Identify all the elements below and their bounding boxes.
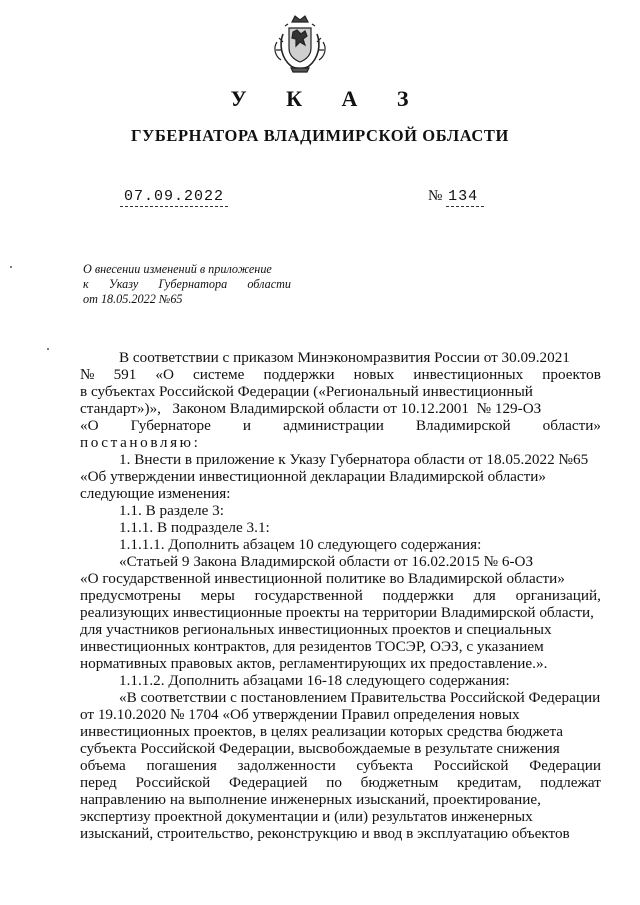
body-word: «О bbox=[80, 417, 99, 434]
body-line: нормативных правовых актов, регламентирующих их предоставление.». bbox=[80, 655, 548, 672]
body-line bbox=[80, 757, 601, 774]
document-number bbox=[428, 188, 484, 205]
body-word: области» bbox=[542, 417, 601, 434]
body-line bbox=[80, 417, 601, 434]
body-word: проектов bbox=[542, 366, 601, 383]
body-word: организаций, bbox=[515, 587, 601, 604]
document-type-title: У К А З bbox=[230, 86, 426, 111]
body-word: подлежат bbox=[540, 774, 601, 791]
body-word: «О bbox=[155, 366, 174, 383]
subject-line: О внесении изменений в приложение bbox=[83, 262, 272, 276]
subject-word: к bbox=[83, 277, 89, 291]
body-word: для bbox=[473, 587, 496, 604]
coat-of-arms-emblem bbox=[269, 12, 331, 74]
body-word: Российской bbox=[433, 757, 509, 774]
body-word: субъекта bbox=[356, 757, 414, 774]
stray-mark bbox=[10, 266, 12, 268]
number-value: 134 bbox=[446, 188, 484, 207]
body-line: субъекта Российской Федерации, высвобождаемые в результате снижения bbox=[80, 740, 560, 757]
body-line: следующие изменения: bbox=[80, 485, 231, 502]
body-word: объема bbox=[80, 757, 126, 774]
body-line: 1. Внести в приложение к Указу Губернатора области от 18.05.2022 №65 bbox=[119, 451, 589, 468]
subject-block bbox=[83, 262, 291, 307]
body-word: задолженности bbox=[237, 757, 336, 774]
body-line-decree: постановляю: bbox=[80, 434, 201, 451]
issuing-authority: ГУБЕРНАТОРА ВЛАДИМИРСКОЙ ОБЛАСТИ bbox=[131, 126, 509, 145]
body-word: Федерацией bbox=[229, 774, 308, 791]
body-line: изысканий, строительство, реконструкцию и ввод в эксплуатацию объектов bbox=[80, 825, 570, 842]
body-line: 1.1.1.2. Дополнить абзацами 16-18 следующего содержания: bbox=[119, 672, 510, 689]
body-word: перед bbox=[80, 774, 117, 791]
body-line bbox=[80, 774, 601, 791]
subject-line bbox=[83, 277, 291, 292]
body-word: системе bbox=[193, 366, 245, 383]
body-line: от 19.10.2020 № 1704 «Об утверждении Правил определения новых bbox=[80, 706, 520, 723]
body-line: стандарт»)», Законом Владимирской области от 10.12.2001 № 129-ОЗ bbox=[80, 400, 542, 417]
body-word: поддержки bbox=[382, 587, 454, 604]
body-line: инвестиционных контрактов, для резидентов ТОСЭР, ОЭЗ, с указанием bbox=[80, 638, 544, 655]
body-line: «В соответствии с постановлением Правительства Российской Федерации bbox=[119, 689, 601, 706]
body-line: экспертизу проектной документации и (или) результатов инженерных bbox=[80, 808, 533, 825]
body-line: направлению на выполнение инженерных изысканий, проектирование, bbox=[80, 791, 541, 808]
body-word: бюджетным bbox=[360, 774, 439, 791]
body-line: «Об утверждении инвестиционной декларации Владимирской области» bbox=[80, 468, 547, 485]
body-line: «Статьей 9 Закона Владимирской области от 16.02.2015 № 6-ОЗ bbox=[119, 553, 534, 570]
body-line bbox=[80, 366, 601, 383]
body-word: и bbox=[242, 417, 252, 434]
body-line: 1.1.1.1. Дополнить абзацем 10 следующего содержания: bbox=[119, 536, 482, 553]
body-word: меры bbox=[200, 587, 235, 604]
subject-word: области bbox=[247, 277, 291, 291]
document-date: 07.09.2022 bbox=[120, 188, 228, 207]
subject-word: Губернатора bbox=[158, 277, 228, 291]
body-word: предусмотрены bbox=[80, 587, 181, 604]
body-line: реализующих инвестиционные проекты на территории Владимирской области, bbox=[80, 604, 594, 621]
body-word: Российской bbox=[135, 774, 211, 791]
body-word: Федерации bbox=[529, 757, 601, 774]
subject-line: от 18.05.2022 №65 bbox=[83, 292, 183, 306]
body-word: погашения bbox=[146, 757, 217, 774]
body-word: № bbox=[80, 366, 95, 383]
body-word: государственной bbox=[254, 587, 363, 604]
subject-word: Указу bbox=[108, 277, 139, 291]
body-word: Губернаторе bbox=[130, 417, 211, 434]
body-word: по bbox=[326, 774, 342, 791]
body-word: 591 bbox=[113, 366, 137, 383]
body-line: в субъектах Российской Федерации («Региональный инвестиционный bbox=[80, 383, 533, 400]
body-line: инвестиционных проектов, в целях реализации которых средства бюджета bbox=[80, 723, 564, 740]
body-line bbox=[80, 587, 601, 604]
body-word: кредитам, bbox=[457, 774, 522, 791]
body-line: 1.1. В разделе 3: bbox=[119, 502, 224, 519]
document-body bbox=[80, 349, 601, 842]
body-line: «О государственной инвестиционной политике во Владимирской области» bbox=[80, 570, 565, 587]
body-word: администрации bbox=[283, 417, 384, 434]
body-line: В соответствии с приказом Минэкономразвития России от 30.09.2021 bbox=[119, 349, 570, 366]
body-word: поддержки bbox=[263, 366, 335, 383]
body-word: новых bbox=[353, 366, 395, 383]
body-line: для участников региональных инвестиционных проектов и специальных bbox=[80, 621, 552, 638]
stray-mark bbox=[47, 348, 49, 350]
body-line: 1.1.1. В подразделе 3.1: bbox=[119, 519, 270, 536]
body-word: Владимирской bbox=[415, 417, 511, 434]
body-word: инвестиционных bbox=[413, 366, 524, 383]
number-sign: № bbox=[428, 188, 443, 204]
